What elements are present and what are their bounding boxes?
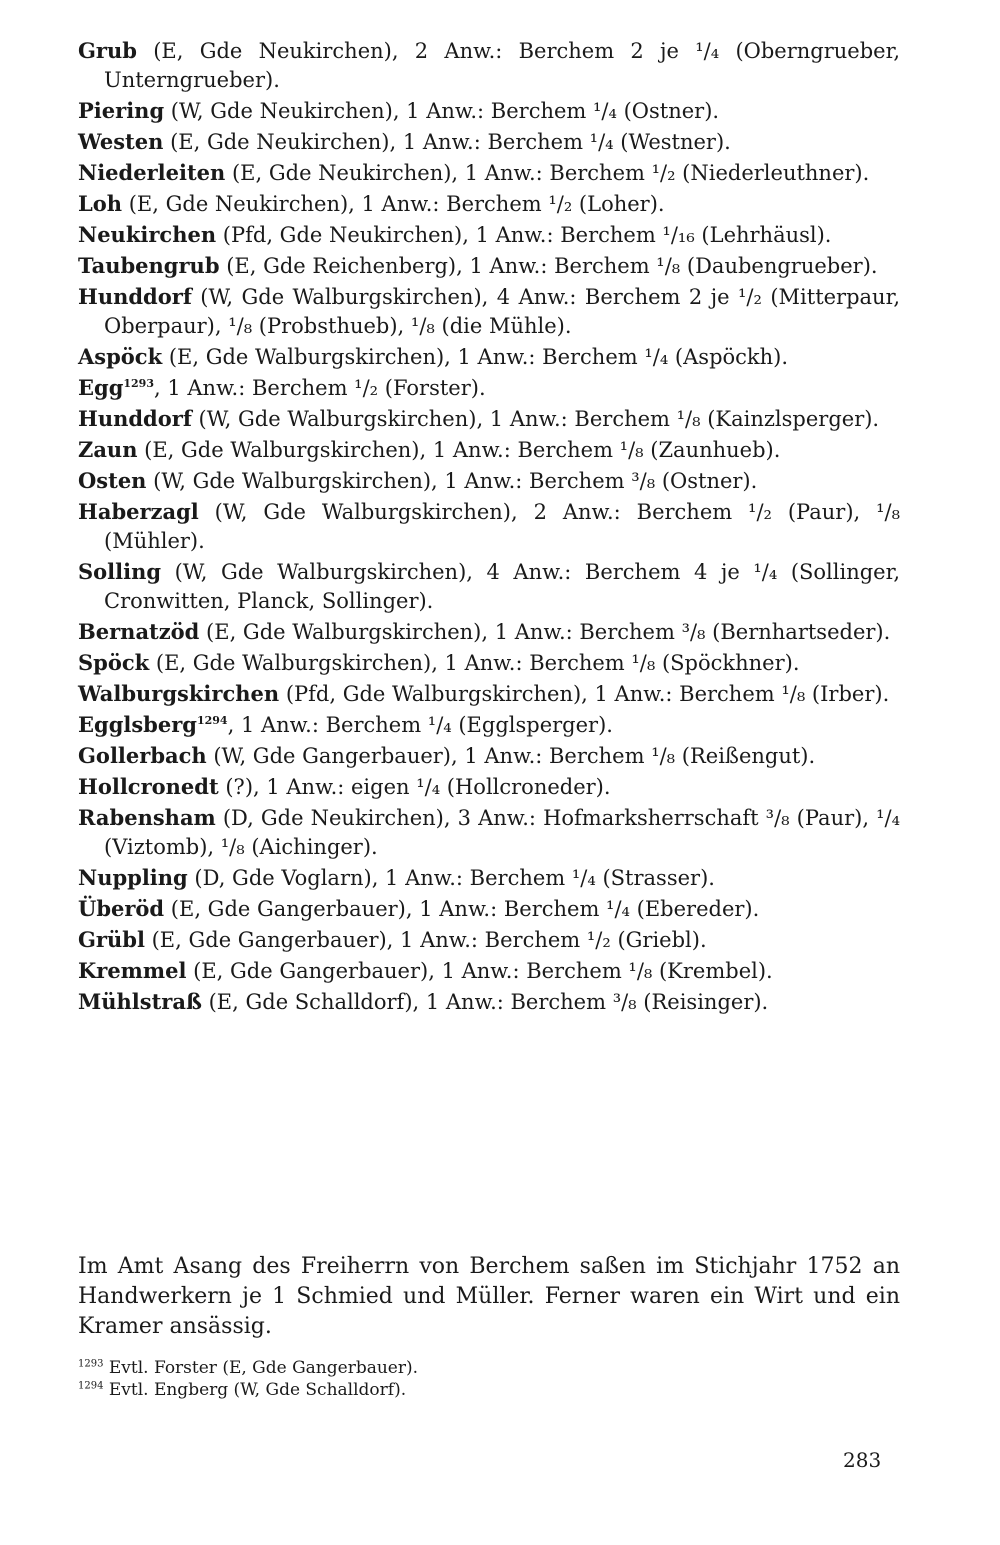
- place-name: Walburgskirchen: [78, 681, 280, 706]
- list-item: [78, 466, 900, 496]
- entry-details: (W, Gde Walburgskirchen), 4 Anw.: Berchem 2 je ¹/₂ (Mitterpaur, Oberpaur), ¹/₈ (Probsthueb), ¹/₈ (die Mühle).: [104, 285, 900, 338]
- entry-details: (W, Gde Walburgskirchen), 4 Anw.: Berchem 4 je ¹/₄ (Sollinger, Cronwitten, Planck, Sollinger).: [104, 560, 900, 613]
- place-name: Taubengrub: [78, 253, 220, 278]
- entry-list: [78, 36, 900, 1018]
- list-item: [78, 342, 900, 372]
- entry-details: (?), 1 Anw.: eigen ¹/₄ (Hollcroneder).: [218, 775, 611, 799]
- summary-paragraph: Im Amt Asang des Freiherrn von Berchem saßen im Stichjahr 1752 an Handwerkern je 1 Schmied und Müller. Ferner waren ein Wirt und ein Kramer ansässig.: [78, 1254, 900, 1339]
- entry-details: (E, Gde Gangerbauer), 1 Anw.: Berchem ¹/₈ (Krembel).: [186, 959, 773, 983]
- place-name: Aspöck: [78, 344, 163, 369]
- entry-details: (E, Gde Walburgskirchen), 1 Anw.: Berchem ¹/₈ (Zaunhueb).: [137, 438, 781, 462]
- list-item: [78, 617, 900, 647]
- entry-details: (E, Gde Neukirchen), 1 Anw.: Berchem ¹/₂ (Loher).: [122, 192, 665, 216]
- page-number: 283: [843, 1448, 882, 1472]
- place-name: Mühlstraß: [78, 989, 202, 1014]
- entry-details: (E, Gde Gangerbauer), 1 Anw.: Berchem ¹/₄ (Ebereder).: [164, 897, 760, 921]
- list-item: [78, 987, 900, 1017]
- list-item: [78, 36, 900, 95]
- list-item: [78, 925, 900, 955]
- entry-details: (Pfd, Gde Neukirchen), 1 Anw.: Berchem ¹/₁₆ (Lehrhäusl).: [216, 223, 832, 247]
- footnote-number: 1293: [78, 1358, 104, 1370]
- place-name: Grub: [78, 38, 137, 63]
- place-name: Hunddorf: [78, 406, 192, 431]
- list-item: [78, 557, 900, 616]
- place-name: Haberzagl: [78, 499, 199, 524]
- place-name: Neukirchen: [78, 222, 217, 247]
- entry-details: (E, Gde Walburgskirchen), 1 Anw.: Berchem ¹/₈ (Spöckhner).: [149, 651, 800, 675]
- place-name: Kremmel: [78, 958, 187, 983]
- entry-details: (E, Gde Walburgskirchen), 1 Anw.: Berchem ¹/₄ (Aspöckh).: [162, 345, 789, 369]
- entry-details: (D, Gde Neukirchen), 3 Anw.: Hofmarksherrschaft ³/₈ (Paur), ¹/₄ (Viztomb), ¹/₈ (Aichinger).: [104, 806, 900, 859]
- footnote-text: Evtl. Forster (E, Gde Gangerbauer).: [103, 1358, 419, 1378]
- entry-details: (W, Gde Gangerbauer), 1 Anw.: Berchem ¹/₈ (Reißengut).: [206, 744, 816, 768]
- entry-details: (W, Gde Walburgskirchen), 2 Anw.: Berchem ¹/₂ (Paur), ¹/₈ (Mühler).: [104, 500, 900, 553]
- list-item: [78, 96, 900, 126]
- entry-details: (W, Gde Walburgskirchen), 1 Anw.: Berchem ¹/₈ (Kainzlsperger).: [191, 407, 880, 431]
- list-item: [78, 282, 900, 341]
- entry-details: , 1 Anw.: Berchem ¹/₂ (Forster).: [154, 376, 486, 400]
- list-item: [78, 741, 900, 771]
- entry-details: , 1 Anw.: Berchem ¹/₄ (Egglsperger).: [227, 713, 613, 737]
- footnotes: [78, 1357, 900, 1401]
- list-item: [78, 648, 900, 678]
- entry-details: (E, Gde Neukirchen), 1 Anw.: Berchem ¹/₄ (Westner).: [163, 130, 731, 154]
- place-name: Loh: [78, 191, 123, 216]
- list-item: [78, 803, 900, 862]
- place-name: Bernatzöd: [78, 619, 200, 644]
- entry-details: (E, Gde Reichenberg), 1 Anw.: Berchem ¹/₈ (Daubengrueber).: [219, 254, 878, 278]
- place-name: Überöd: [78, 896, 165, 921]
- place-name: Niederleiten: [78, 160, 226, 185]
- place-name: Zaun: [78, 437, 138, 462]
- entry-details: (D, Gde Voglarn), 1 Anw.: Berchem ¹/₄ (Strasser).: [187, 866, 715, 890]
- place-name: Gollerbach: [78, 743, 207, 768]
- place-name: Egglsberg: [78, 712, 197, 737]
- list-item: [78, 772, 900, 802]
- list-item: [78, 189, 900, 219]
- place-name: Nuppling: [78, 865, 188, 890]
- place-name: Spöck: [78, 650, 150, 675]
- entry-details: (W, Gde Walburgskirchen), 1 Anw.: Berchem ³/₈ (Ostner).: [146, 469, 758, 493]
- entry-details: (E, Gde Neukirchen), 2 Anw.: Berchem 2 je ¹/₄ (Oberngrueber, Unterngrueber).: [104, 39, 900, 92]
- list-item: [78, 894, 900, 924]
- list-item: [78, 435, 900, 465]
- list-item: [78, 158, 900, 188]
- place-name: Grübl: [78, 927, 145, 952]
- footnote: [78, 1379, 900, 1401]
- place-name: Westen: [78, 129, 164, 154]
- list-item: [78, 679, 900, 709]
- place-name: Hunddorf: [78, 284, 192, 309]
- place-name: Piering: [78, 98, 165, 123]
- place-name: Hollcronedt: [78, 774, 219, 799]
- list-item: [78, 373, 900, 403]
- list-item: [78, 220, 900, 250]
- list-item: [78, 863, 900, 893]
- place-name: Rabensham: [78, 805, 216, 830]
- entry-details: (E, Gde Gangerbauer), 1 Anw.: Berchem ¹/₂ (Griebl).: [144, 928, 707, 952]
- place-name: Solling: [78, 559, 162, 584]
- list-item: [78, 710, 900, 740]
- entry-details: (Pfd, Gde Walburgskirchen), 1 Anw.: Berchem ¹/₈ (Irber).: [279, 682, 890, 706]
- list-item: [78, 127, 900, 157]
- footnote-ref: 1294: [196, 714, 228, 727]
- list-item: [78, 497, 900, 556]
- entry-details: (E, Gde Walburgskirchen), 1 Anw.: Berchem ³/₈ (Bernhartseder).: [199, 620, 891, 644]
- footnote-ref: 1293: [123, 377, 154, 390]
- list-item: [78, 404, 900, 434]
- entry-details: (E, Gde Neukirchen), 1 Anw.: Berchem ¹/₂ (Niederleuthner).: [225, 161, 870, 185]
- place-name: Egg: [78, 375, 124, 400]
- list-item: [78, 956, 900, 986]
- place-name: Osten: [78, 468, 147, 493]
- footnote: [78, 1357, 900, 1379]
- entry-details: (W, Gde Neukirchen), 1 Anw.: Berchem ¹/₄ (Ostner).: [164, 99, 720, 123]
- footnote-text: Evtl. Engberg (W, Gde Schalldorf).: [103, 1380, 407, 1400]
- list-item: [78, 251, 900, 281]
- entry-details: (E, Gde Schalldorf), 1 Anw.: Berchem ³/₈ (Reisinger).: [201, 990, 769, 1014]
- footnote-number: 1294: [78, 1380, 104, 1392]
